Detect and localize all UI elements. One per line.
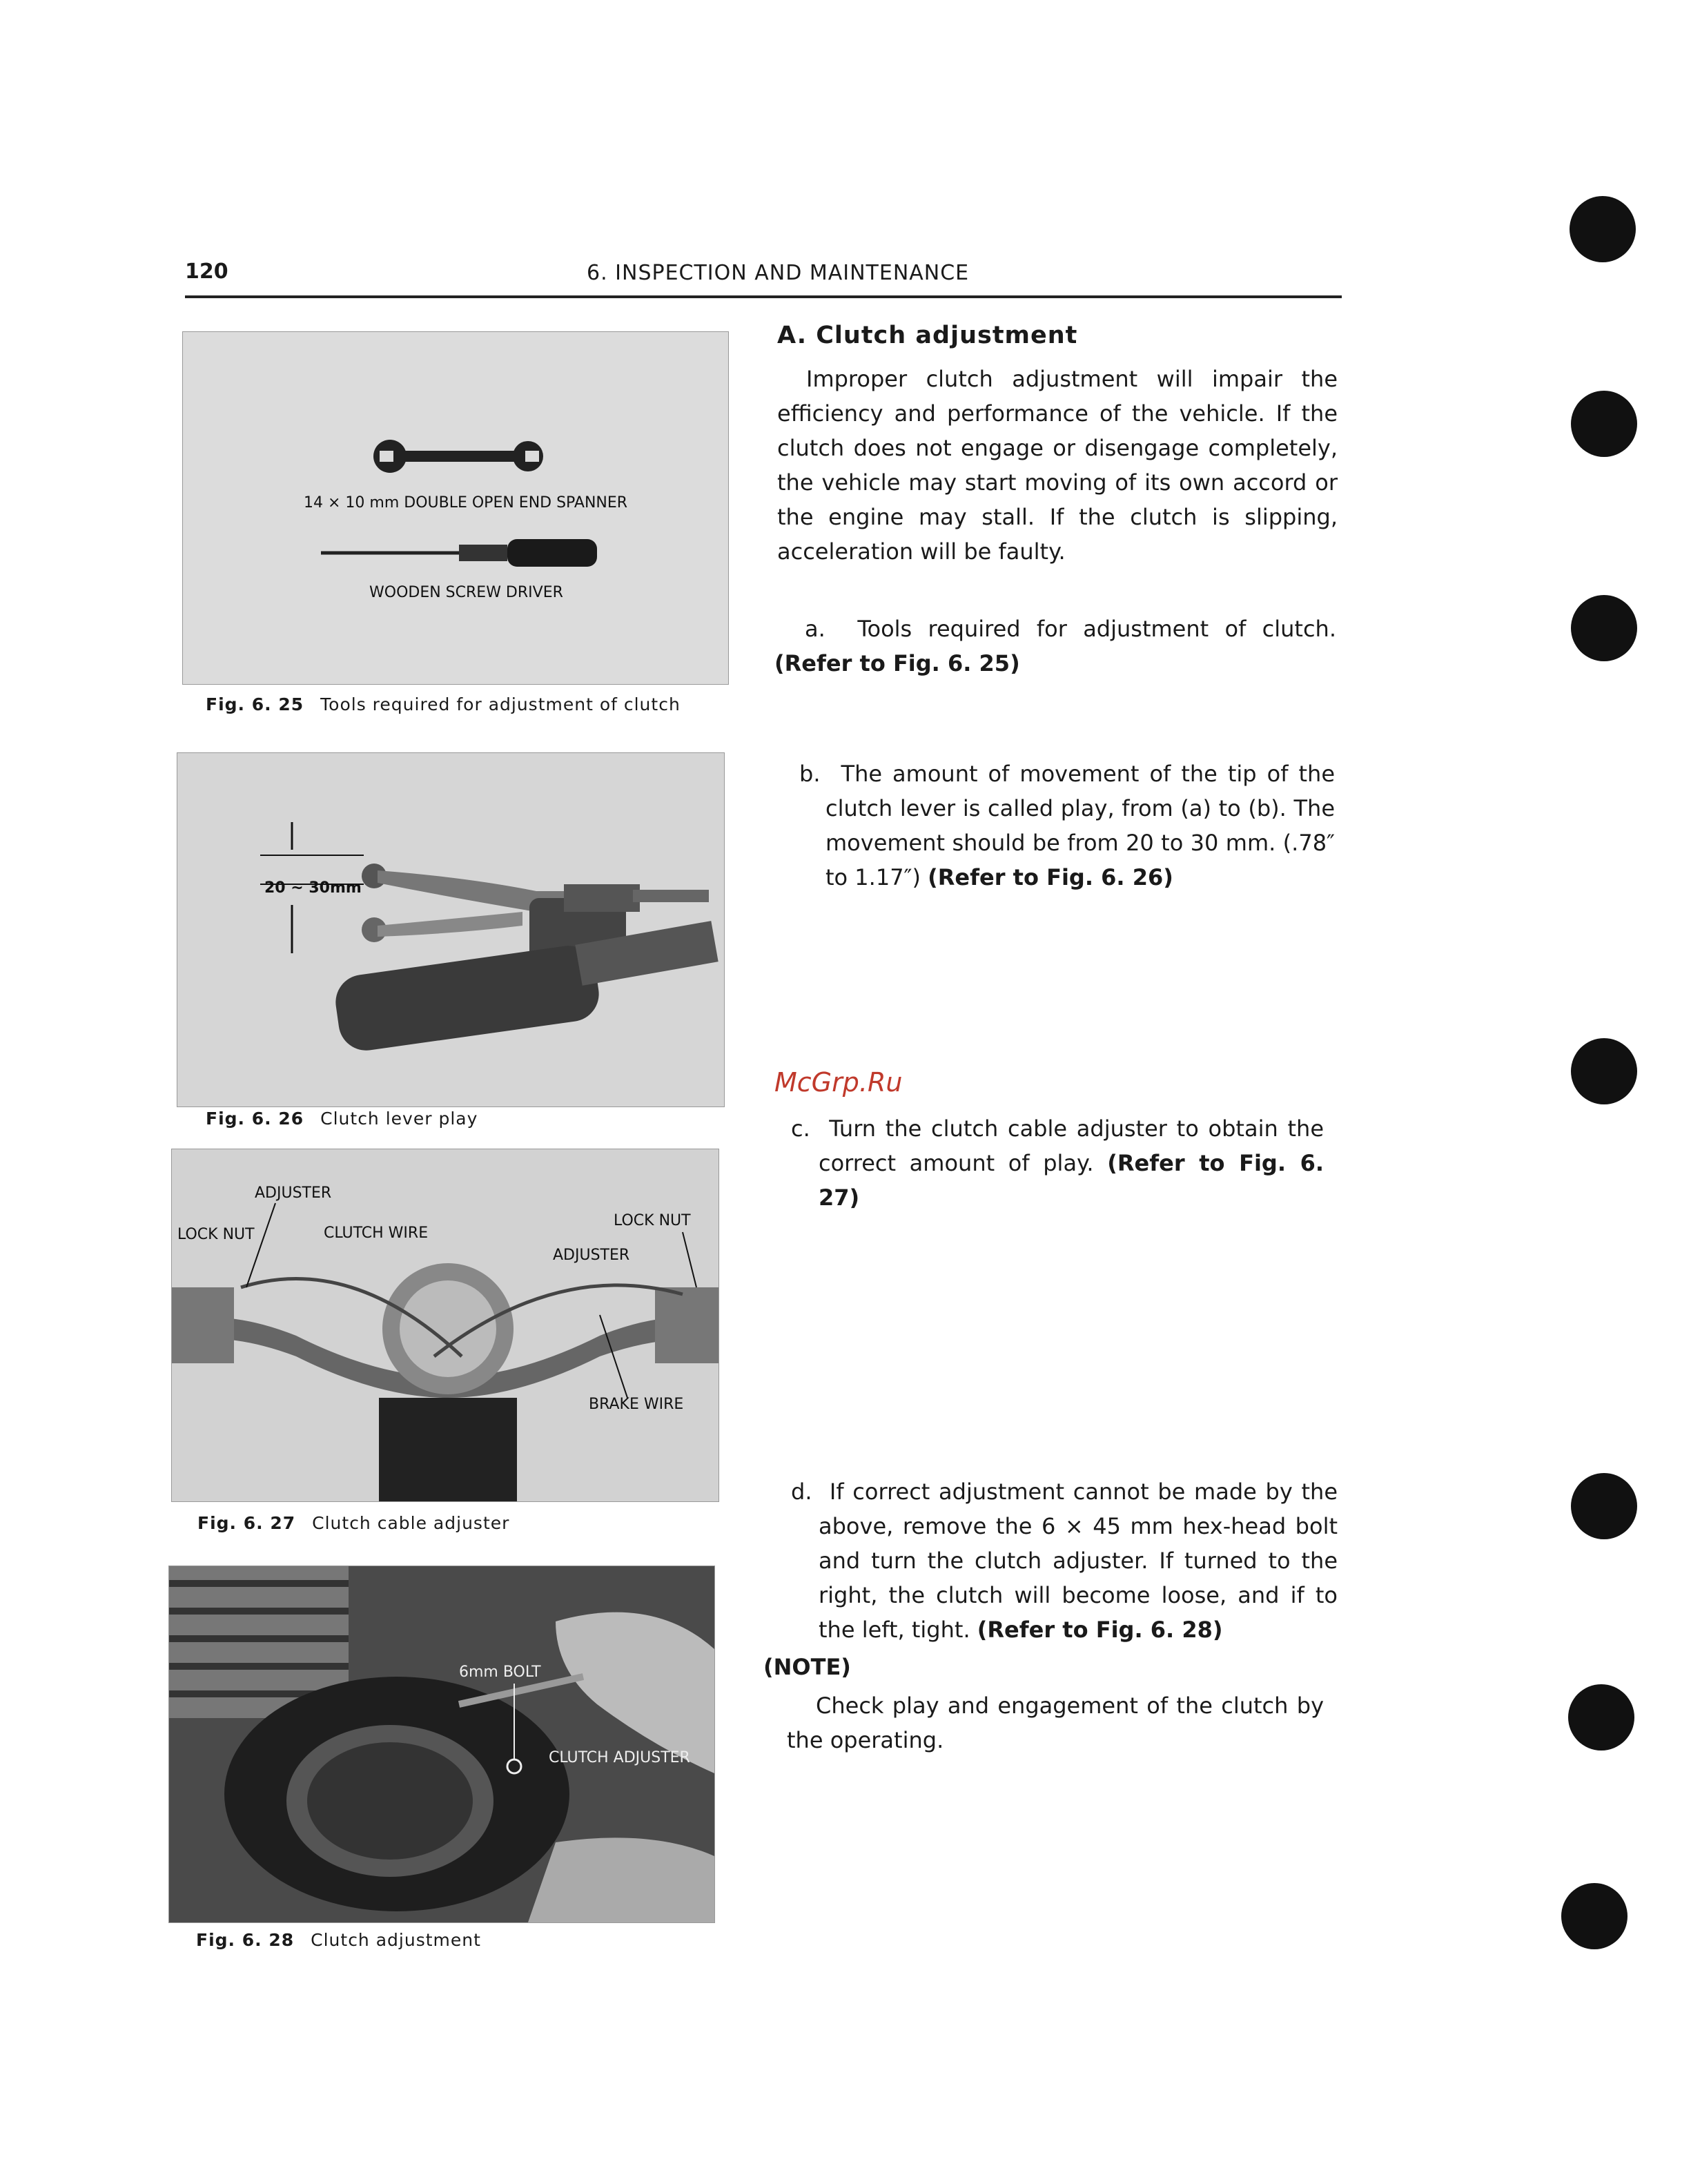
note-text: Check play and engagement of the clutch by the operating. bbox=[787, 1693, 1324, 1753]
step-text: Tools required for adjustment of clutch. bbox=[857, 616, 1337, 642]
step-c bbox=[791, 1111, 1325, 1215]
figure-number: Fig. 6. 28 bbox=[196, 1930, 295, 1950]
figure-cable-adjuster bbox=[171, 1149, 719, 1502]
punch-hole bbox=[1571, 1038, 1637, 1104]
figure-number: Fig. 6. 25 bbox=[206, 694, 304, 714]
figure-reference: (Refer to Fig. 6. 28) bbox=[977, 1617, 1223, 1643]
step-marker: c. bbox=[791, 1115, 810, 1142]
punch-hole bbox=[1570, 196, 1636, 262]
fig-label-clutch-adjuster: CLUTCH ADJUSTER bbox=[549, 1749, 690, 1766]
note-paragraph bbox=[787, 1688, 1324, 1757]
step-text: Turn the clutch cable adjuster to obtain the correct amount of play. bbox=[819, 1115, 1325, 1176]
watermark: McGrp.Ru bbox=[774, 1067, 903, 1098]
figure-caption-text: Tools required for adjustment of clutch bbox=[320, 694, 681, 714]
fig-label-lock-nut: LOCK NUT bbox=[614, 1212, 691, 1229]
fig-label-clutch-wire: CLUTCH WIRE bbox=[324, 1225, 429, 1242]
step-marker: b. bbox=[799, 761, 821, 787]
step-a bbox=[774, 612, 1336, 681]
figure-caption-text: Clutch adjustment bbox=[311, 1930, 481, 1950]
fig-label-adjuster: ADJUSTER bbox=[553, 1247, 630, 1264]
figure-caption bbox=[197, 1513, 509, 1533]
figure-reference: (Refer to Fig. 6. 27) bbox=[819, 1150, 1325, 1211]
fig-label-play: 20 ~ 30mm bbox=[264, 879, 362, 897]
step-marker: d. bbox=[791, 1479, 812, 1505]
figure-number: Fig. 6. 26 bbox=[206, 1109, 304, 1129]
figure-reference: (Refer to Fig. 6. 26) bbox=[928, 864, 1173, 890]
fig-label-brake-wire: BRAKE WIRE bbox=[589, 1396, 684, 1413]
figure-caption-text: Clutch lever play bbox=[320, 1109, 478, 1129]
punch-hole bbox=[1571, 391, 1637, 457]
figure-tools bbox=[182, 331, 729, 685]
figure-number: Fig. 6. 27 bbox=[197, 1513, 296, 1533]
figure-caption bbox=[206, 694, 681, 714]
figure-caption bbox=[196, 1930, 481, 1950]
step-text: If correct adjustment cannot be made by the above, remove the 6 × 45 mm hex-head bolt and turn the clutch adjuster. If turned to the right, the clutch will become loose, and if to the left, tight. bbox=[819, 1479, 1338, 1643]
fig-label-adjuster: ADJUSTER bbox=[255, 1184, 332, 1202]
figure-caption bbox=[206, 1109, 478, 1129]
figure-clutch-adjustment bbox=[168, 1566, 715, 1923]
punch-hole bbox=[1561, 1883, 1628, 1949]
fig-label-spanner: 14 × 10 mm DOUBLE OPEN END SPANNER bbox=[304, 494, 628, 511]
punch-hole bbox=[1568, 1684, 1634, 1751]
figure-clutch-lever bbox=[177, 752, 725, 1107]
step-text: The amount of movement of the tip of the clutch lever is called play, from (a) to (b). The movement should be from 20 to 30 mm. (.78″ to 1.17″) bbox=[825, 761, 1335, 890]
intro-text: Improper clutch adjustment will impair the efficiency and performance of the vehicle. If the clutch does not engage or disengage completely, the vehicle may start moving of its own accord or the engine may stall. If the clutch is slipping, acceleration will be faulty. bbox=[777, 366, 1338, 565]
figure-reference: (Refer to Fig. 6. 25) bbox=[774, 650, 1020, 676]
intro-paragraph bbox=[777, 362, 1338, 569]
step-marker: a. bbox=[805, 616, 825, 642]
fig-label-bolt: 6mm BOLT bbox=[459, 1664, 541, 1681]
note-heading: (NOTE) bbox=[763, 1654, 851, 1680]
punch-hole bbox=[1571, 595, 1637, 661]
chapter-title: 6. INSPECTION AND MAINTENANCE bbox=[587, 261, 970, 285]
figure-caption-text: Clutch cable adjuster bbox=[312, 1513, 510, 1533]
fig-label-screwdriver: WOODEN SCREW DRIVER bbox=[369, 584, 563, 601]
punch-hole bbox=[1571, 1473, 1637, 1539]
page-number: 120 bbox=[185, 260, 228, 284]
section-title: A. Clutch adjustment bbox=[777, 322, 1078, 349]
header-rule bbox=[185, 295, 1342, 298]
fig-label-lock-nut: LOCK NUT bbox=[177, 1226, 255, 1243]
clutch-cover-icon bbox=[224, 1677, 569, 1911]
step-b bbox=[799, 757, 1335, 895]
step-d bbox=[791, 1474, 1338, 1647]
